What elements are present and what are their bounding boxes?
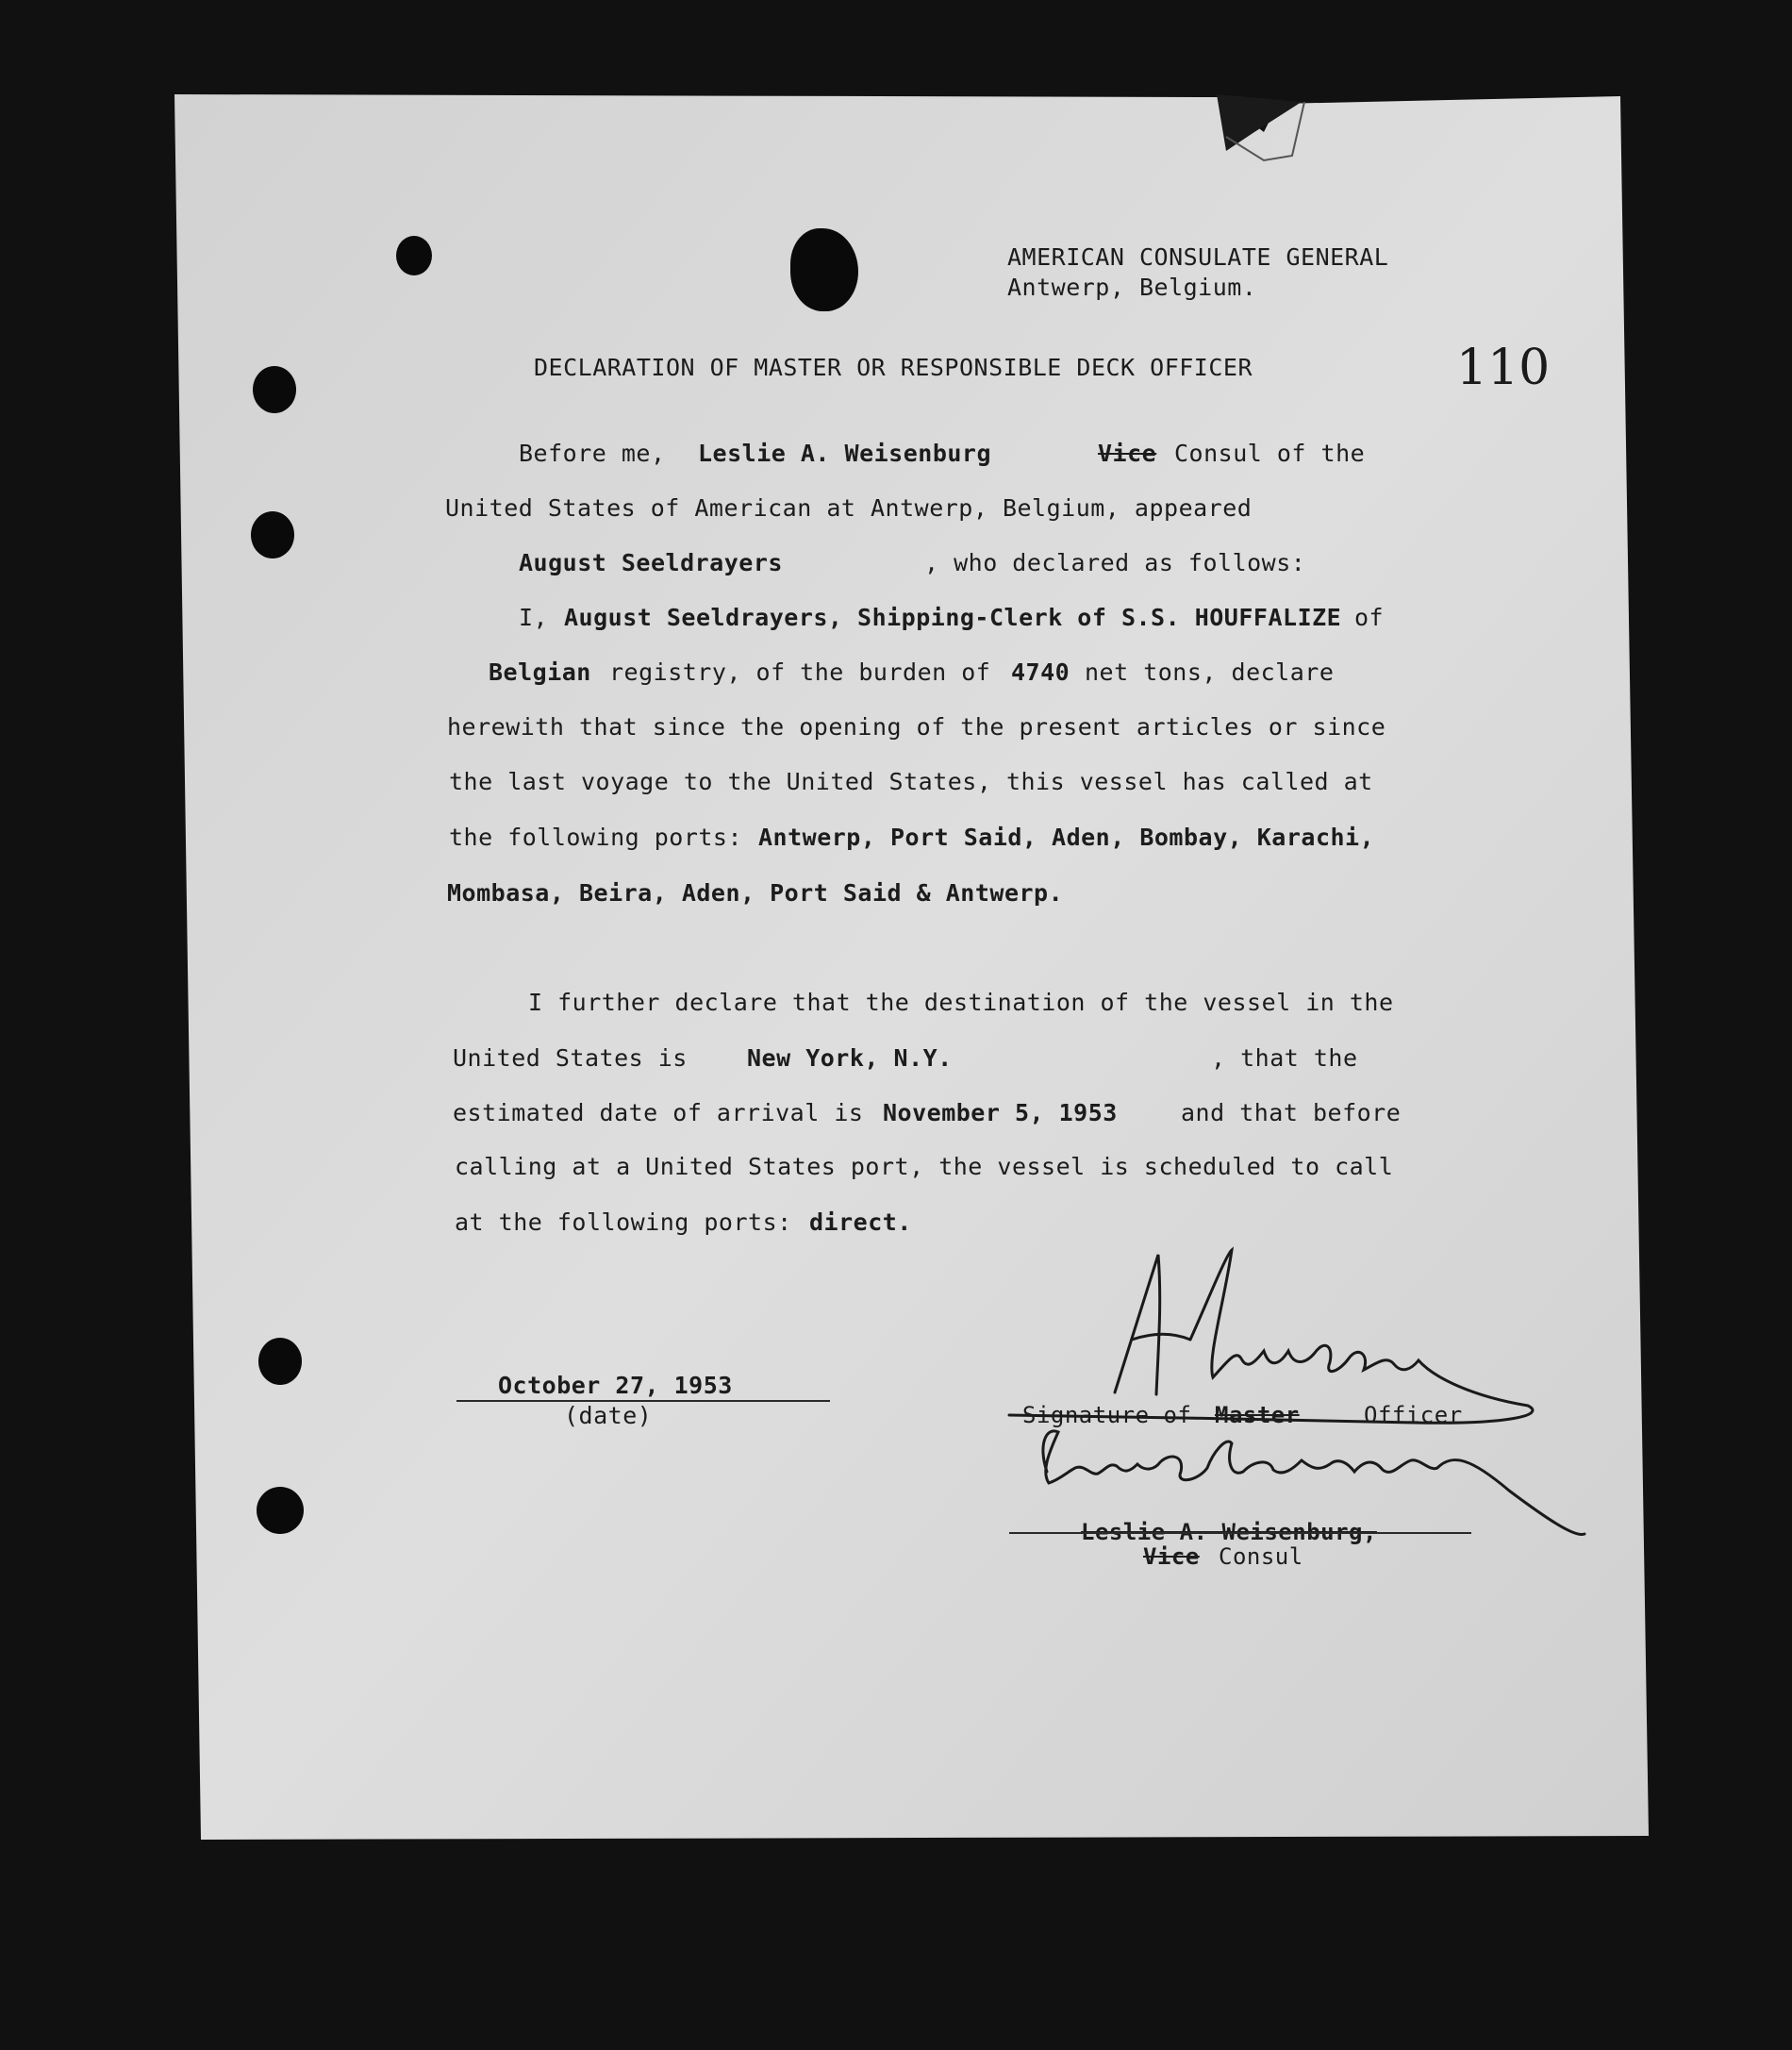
document-title: DECLARATION OF MASTER OR RESPONSIBLE DECK OFFICER xyxy=(534,354,1253,381)
ports-called-1: Antwerp, Port Said, Aden, Bombay, Karachi, xyxy=(758,824,1375,851)
registry: Belgian xyxy=(489,658,591,686)
date-label: (date) xyxy=(564,1402,653,1429)
consul-name-signed: Leslie A. Weisenburg, xyxy=(1081,1519,1377,1545)
line-at-following: at the following ports: xyxy=(455,1208,792,1236)
line-calling: calling at a United States port, the vessel is scheduled to call xyxy=(455,1153,1394,1180)
line-consul-of-the: Consul of the xyxy=(1174,440,1366,467)
consul-struck-vice: Vice xyxy=(1143,1543,1200,1570)
page-number: 110 xyxy=(1456,340,1551,396)
tonnage: 4740 xyxy=(1011,658,1070,686)
prior-ports: direct. xyxy=(809,1208,912,1236)
line-united-states: United States of American at Antwerp, Belgium, appeared xyxy=(445,494,1253,522)
line-destination: United States is xyxy=(453,1044,688,1072)
consulate-name: AMERICAN CONSULATE GENERAL xyxy=(1007,243,1389,271)
line-that-the: , that the xyxy=(1211,1044,1358,1072)
declarant-role: August Seeldrayers, Shipping-Clerk of S.S. HOUFFALIZE xyxy=(564,604,1342,631)
line-following-ports: the following ports: xyxy=(449,824,743,851)
line-of: of xyxy=(1354,604,1385,631)
line-net-tons: net tons, declare xyxy=(1085,658,1335,686)
line-estimated: estimated date of arrival is xyxy=(453,1099,864,1126)
sig-label-prefix: Signature of xyxy=(1022,1402,1192,1428)
sig-label-struck: Master xyxy=(1215,1402,1300,1428)
consul-rule xyxy=(1009,1532,1471,1534)
consul-name-typed: Leslie A. Weisenburg xyxy=(698,440,992,467)
line-registry: registry, of the burden of xyxy=(609,658,991,686)
struck-vice: Vice xyxy=(1098,440,1157,467)
arrival-date: November 5, 1953 xyxy=(883,1099,1118,1126)
line-and-that: and that before xyxy=(1181,1099,1402,1126)
line-declared: , who declared as follows: xyxy=(924,549,1306,576)
sig-label-suffix: Officer xyxy=(1364,1402,1463,1428)
destination: New York, N.Y. xyxy=(747,1044,953,1072)
line-i: I, xyxy=(519,604,549,631)
consulate-city: Antwerp, Belgium. xyxy=(1007,274,1257,301)
line-herewith: herewith that since the opening of the present articles or since xyxy=(447,713,1386,741)
declarant-name: August Seeldrayers xyxy=(519,549,783,576)
declaration-date: October 27, 1953 xyxy=(498,1372,733,1399)
line-before-me: Before me, xyxy=(519,440,666,467)
line-last-voyage: the last voyage to the United States, this vessel has called at xyxy=(449,768,1373,795)
consul-title: Consul xyxy=(1219,1543,1303,1570)
line-further-declare: I further declare that the destination of the vessel in the xyxy=(528,989,1394,1016)
ports-called-2: Mombasa, Beira, Aden, Port Said & Antwerp. xyxy=(447,879,1064,907)
